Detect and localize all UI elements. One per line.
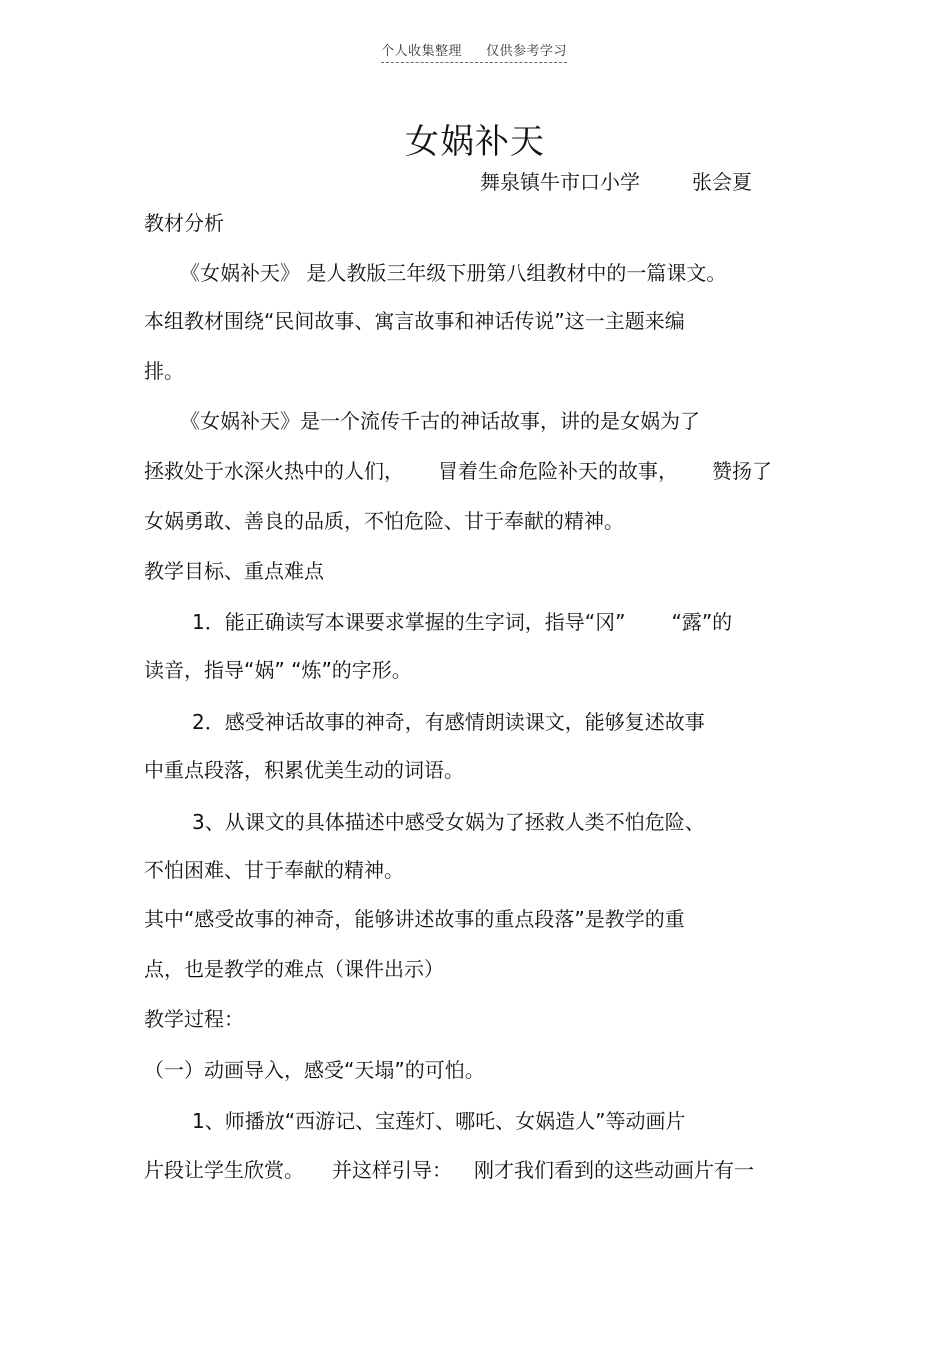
paragraph-line: 排。 bbox=[144, 359, 184, 383]
header-right-text: 仅供参考学习 bbox=[486, 44, 568, 59]
paragraph-line bbox=[144, 1156, 754, 1184]
text-segment: 并这样引导： bbox=[332, 1158, 452, 1182]
paragraph-line bbox=[144, 457, 772, 485]
paragraph-line: 3、从课文的具体描述中感受女娲为了拯救人类不怕危险、 bbox=[192, 810, 705, 834]
subsection-heading: （一）动画导入，感受“天塌”的可怕。 bbox=[144, 1058, 485, 1082]
text-segment: 冒着生命危险补天的故事， bbox=[438, 459, 678, 483]
paragraph-line: 《女娲补天》是一个流传千古的神话故事，讲的是女娲为了 bbox=[180, 409, 700, 433]
header-left-text: 个人收集整理 bbox=[381, 44, 463, 59]
text-segment: “露”的 bbox=[671, 610, 733, 634]
paragraph-line: 2．感受神话故事的神奇，有感情朗读课文，能够复述故事 bbox=[192, 710, 705, 734]
text-segment: 赞扬了 bbox=[712, 459, 772, 483]
author-name: 张会夏 bbox=[692, 170, 752, 194]
paragraph-line bbox=[192, 608, 732, 636]
section-heading-objectives: 教学目标、重点难点 bbox=[144, 559, 324, 583]
text-segment: 拯救处于水深火热中的人们， bbox=[144, 459, 404, 483]
paragraph-line: 中重点段落，积累优美生动的词语。 bbox=[144, 758, 464, 782]
text-segment: 刚才我们看到的这些动画片有一 bbox=[474, 1158, 754, 1182]
author-school: 舞泉镇牛市口小学 bbox=[480, 170, 640, 194]
paragraph-line: 不怕困难、甘于奉献的精神。 bbox=[144, 858, 404, 882]
paragraph-line: 《女娲补天》 是人教版三年级下册第八组教材中的一篇课文。 bbox=[180, 261, 727, 285]
paragraph-line: 女娲勇敢、善良的品质，不怕危险、甘于奉献的精神。 bbox=[144, 509, 624, 533]
paragraph-line: 其中“感受故事的神奇，能够讲述故事的重点段落”是教学的重 bbox=[144, 907, 685, 931]
paragraph-line: 1、师播放“西游记、宝莲灯、哪吒、女娲造人”等动画片 bbox=[192, 1109, 686, 1133]
paragraph-line: 本组教材围绕“民间故事、寓言故事和神话传说”这一主题来编 bbox=[144, 309, 685, 333]
section-heading-process: 教学过程： bbox=[144, 1007, 244, 1031]
page-header bbox=[381, 40, 567, 63]
document-title: 女娲补天 bbox=[405, 122, 545, 162]
paragraph-line: 点，也是教学的难点（课件出示） bbox=[144, 957, 444, 981]
text-segment: 1．能正确读写本课要求掌握的生字词，指导“冈” bbox=[192, 610, 626, 634]
paragraph-line: 读音，指导“娲” “炼”的字形。 bbox=[144, 658, 412, 682]
author-line bbox=[480, 166, 752, 195]
text-segment: 片段让学生欣赏。 bbox=[144, 1158, 304, 1182]
section-heading-materials: 教材分析 bbox=[144, 211, 224, 235]
